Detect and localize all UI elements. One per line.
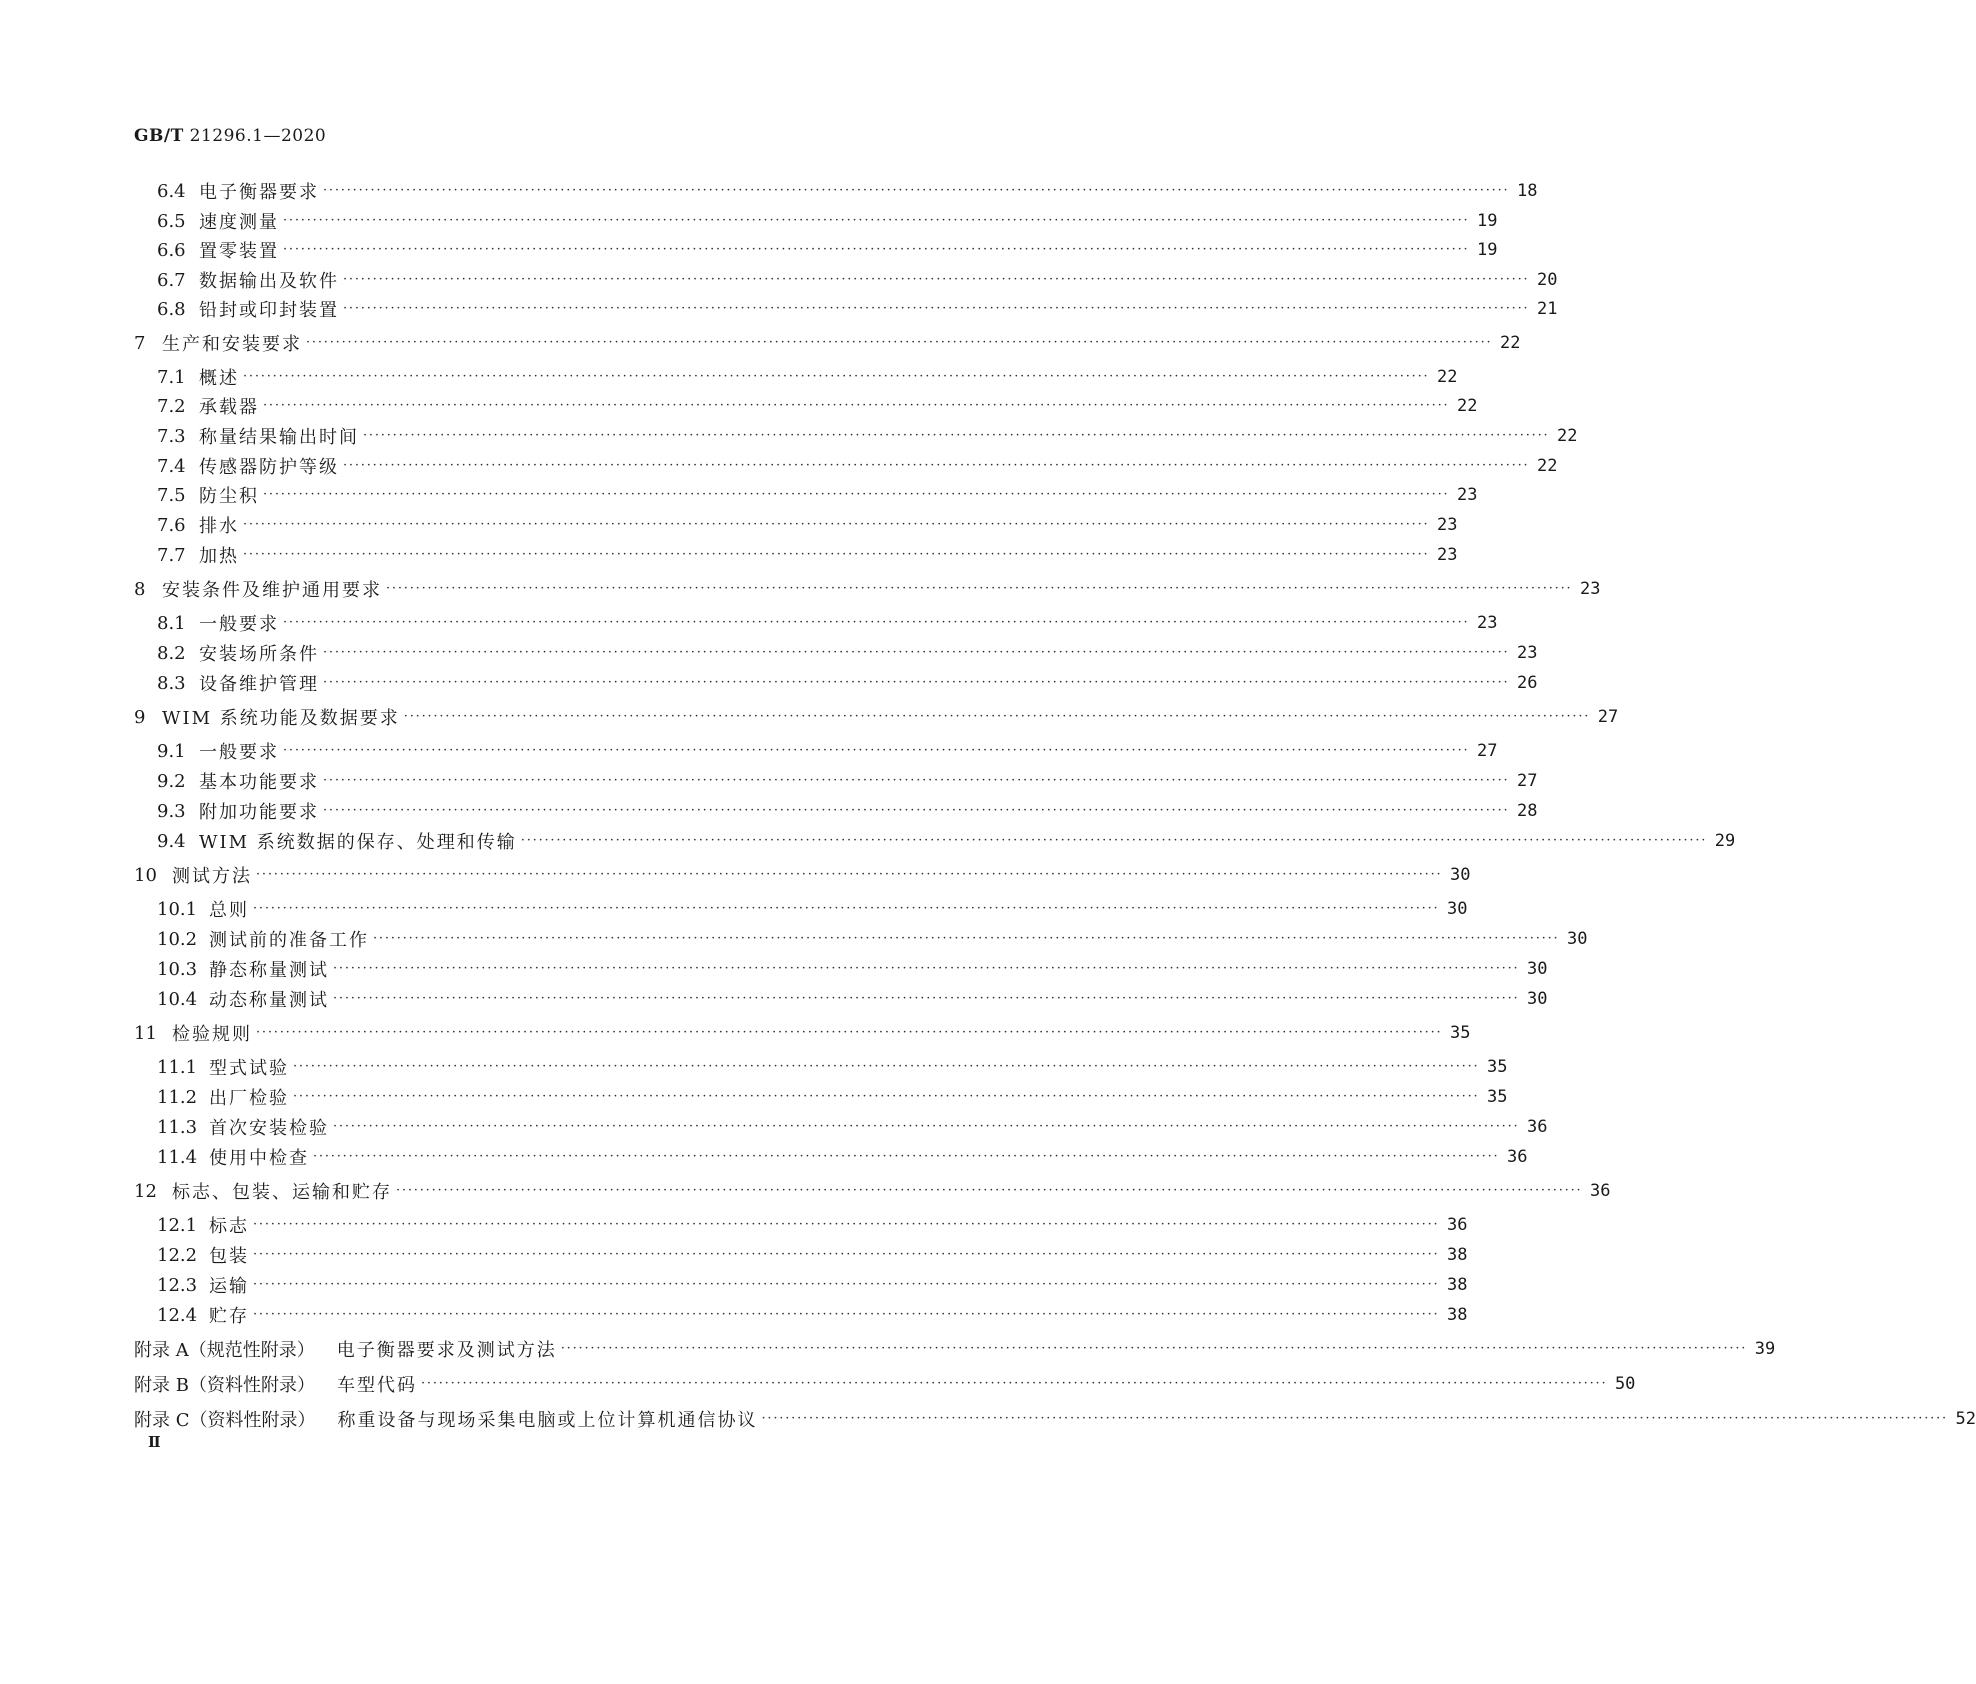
toc-leader-dots: ········································································································································································································ (256, 1025, 1443, 1040)
toc-entry-page: 19 (1476, 240, 1498, 260)
toc-leader-dots: ········································································································································································································ (323, 773, 1510, 788)
toc-entry[interactable] (134, 984, 1548, 1014)
toc-entry-title: 铅封或印封装置 (199, 300, 339, 321)
toc-entry[interactable] (134, 702, 1619, 732)
toc-entry[interactable] (134, 766, 1538, 796)
toc-entry-page: 36 (1446, 1215, 1468, 1235)
toc-leader-dots: ········································································································································································································ (293, 1089, 1480, 1104)
toc-entry-page: 23 (1436, 545, 1458, 565)
toc-entry-page: 23 (1436, 515, 1458, 535)
toc-entry-number: 7.1 (157, 366, 186, 388)
toc-entry-number: 7.7 (157, 544, 186, 566)
toc-leader-dots: ········································································································································································································ (253, 1307, 1440, 1322)
toc-entry-number: 10.4 (157, 988, 198, 1010)
toc-entry-number: 附录 B（资料性附录） (134, 1375, 315, 1396)
toc-entry-title: 置零装置 (199, 241, 279, 262)
toc-entry-title: 动态称量测试 (209, 990, 329, 1011)
toc-entry-number: 12.3 (157, 1274, 198, 1296)
toc-entry-page: 23 (1476, 613, 1498, 633)
toc-entry-number: 8.1 (157, 612, 186, 634)
toc-entry-number: 6.7 (157, 269, 186, 291)
toc-entry-page: 30 (1446, 899, 1468, 919)
toc-entry-title: 电子衡器要求 (199, 182, 319, 203)
toc-entry[interactable] (134, 510, 1458, 540)
toc-entry-number: 10.2 (157, 928, 198, 950)
toc-entry[interactable] (134, 176, 1538, 206)
toc-entry-number: 6.6 (157, 239, 186, 261)
toc-entry[interactable] (134, 954, 1548, 984)
toc-entry-page: 36 (1506, 1147, 1528, 1167)
toc-entry[interactable] (134, 608, 1498, 638)
toc-leader-dots: ········································································································································································································ (343, 272, 1530, 287)
toc-entry-page: 30 (1526, 989, 1548, 1009)
toc-entry[interactable] (134, 328, 1521, 358)
toc-entry-page: 27 (1476, 741, 1498, 761)
toc-leader-dots: ········································································································································································································ (373, 931, 1560, 946)
toc-leader-dots: ········································································································································································································ (560, 1341, 1748, 1356)
toc-entry-title: 出厂检验 (209, 1088, 289, 1109)
toc-entry-number: 7.2 (157, 395, 186, 417)
toc-entry[interactable] (134, 1300, 1468, 1330)
toc-entry-title: 排水 (199, 516, 239, 537)
toc-entry-title: 标志、包装、运输和贮存 (172, 1182, 392, 1203)
toc-entry-title: 称重设备与现场采集电脑或上位计算机通信协议 (337, 1410, 758, 1431)
toc-entry-title: 安装场所条件 (199, 644, 319, 665)
toc-leader-dots: ········································································································································································································ (343, 458, 1530, 473)
toc-entry-title: 静态称量测试 (209, 960, 329, 981)
toc-leader-dots: ········································································································································································································ (283, 242, 1470, 257)
toc-entry[interactable] (134, 1082, 1508, 1112)
toc-entry-number: 9.4 (157, 830, 186, 852)
toc-entry-page: 30 (1526, 959, 1548, 979)
toc-entry[interactable] (134, 480, 1478, 510)
toc-entry-title: 安装条件及维护通用要求 (162, 580, 382, 601)
toc-entry-title: WIM 系统数据的保存、处理和传输 (199, 832, 517, 853)
toc-entry-number: 6.8 (157, 298, 186, 320)
toc-leader-dots: ········································································································································································································ (520, 833, 1708, 848)
toc-leader-dots: ········································································································································································································ (283, 743, 1470, 758)
toc-entry-number: 9.1 (157, 740, 186, 762)
toc-entry[interactable] (134, 391, 1478, 421)
toc-entry-page: 35 (1486, 1087, 1508, 1107)
toc-leader-dots: ········································································································································································································ (253, 1247, 1440, 1262)
toc-leader-dots: ········································································································································································································ (253, 1277, 1440, 1292)
toc-entry-title: 加热 (199, 546, 239, 567)
toc-entry-title: 生产和安装要求 (162, 334, 302, 355)
toc-entry-page: 30 (1566, 929, 1588, 949)
toc-entry-number: 7.6 (157, 514, 186, 536)
toc-entry[interactable] (134, 1176, 1611, 1206)
toc-entry-title: 设备维护管理 (199, 674, 319, 695)
toc-leader-dots: ········································································································································································································ (343, 301, 1530, 316)
toc-entry[interactable] (134, 235, 1498, 265)
toc-entry-page: 36 (1526, 1117, 1548, 1137)
toc-entry-number: 8.3 (157, 672, 186, 694)
toc-entry[interactable] (134, 668, 1538, 698)
toc-entry-number: 10.3 (157, 958, 198, 980)
toc-entry-number: 11 (134, 1022, 157, 1044)
toc-entry[interactable] (134, 1369, 1636, 1399)
toc-entry-number: 12 (134, 1180, 157, 1202)
toc-entry-page: 21 (1536, 299, 1558, 319)
toc-leader-dots: ········································································································································································································ (313, 1149, 1500, 1164)
toc-leader-dots: ········································································································································································································ (761, 1411, 1948, 1426)
toc-entry-page: 27 (1516, 771, 1538, 791)
toc-leader-dots: ········································································································································································································ (306, 335, 1493, 350)
toc-entry-number: 10 (134, 864, 157, 886)
toc-entry[interactable] (134, 638, 1538, 668)
toc-entry-number: 11.1 (157, 1056, 198, 1078)
toc-entry-title: 首次安装检验 (209, 1118, 329, 1139)
toc-entry-number: 7 (134, 332, 146, 354)
toc-entry-title: 总则 (209, 900, 249, 921)
toc-entry-number: 7.3 (157, 425, 186, 447)
toc-entry-page: 22 (1556, 426, 1578, 446)
toc-entry-page: 29 (1714, 831, 1736, 851)
toc-leader-dots: ········································································································································································································ (333, 961, 1520, 976)
toc-leader-dots: ········································································································································································································ (323, 675, 1510, 690)
toc-entry-number: 9.3 (157, 800, 186, 822)
toc-leader-dots: ········································································································································································································ (253, 901, 1440, 916)
toc-entry-page: 22 (1456, 396, 1478, 416)
standard-code: GB/T (134, 126, 184, 146)
toc-entry[interactable] (134, 894, 1468, 924)
toc-entry-page: 30 (1449, 865, 1471, 885)
toc-entry[interactable] (134, 796, 1538, 826)
toc-entry-title: 使用中检查 (209, 1148, 309, 1169)
toc-entry-page: 27 (1597, 707, 1619, 727)
toc-entry-title: 测试前的准备工作 (209, 930, 369, 951)
toc-leader-dots: ········································································································································································································ (323, 645, 1510, 660)
toc-entry-title: 称量结果输出时间 (199, 427, 359, 448)
toc-entry[interactable] (134, 362, 1458, 392)
toc-entry-number: 6.5 (157, 210, 186, 232)
toc-entry-number: 12.2 (157, 1244, 198, 1266)
toc-entry-number: 11.4 (157, 1146, 198, 1168)
toc-entry-page: 22 (1536, 456, 1558, 476)
toc-leader-dots: ········································································································································································································ (283, 213, 1470, 228)
toc-entry-title: 传感器防护等级 (199, 457, 339, 478)
toc-entry[interactable] (134, 1112, 1548, 1142)
toc-entry-number: 7.4 (157, 455, 186, 477)
toc-entry-number: 11.3 (157, 1116, 198, 1138)
toc-entry-title: 型式试验 (209, 1058, 289, 1079)
page-number: Ⅱ (148, 1433, 161, 1451)
toc-entry-title: WIM 系统功能及数据要求 (162, 708, 400, 729)
toc-entry[interactable] (134, 826, 1736, 856)
toc-entry[interactable] (134, 540, 1458, 570)
toc-leader-dots: ········································································································································································································ (253, 1217, 1440, 1232)
toc-entry-page: 35 (1486, 1057, 1508, 1077)
toc-entry-number: 9 (134, 706, 146, 728)
toc-entry[interactable] (134, 451, 1558, 481)
toc-leader-dots: ········································································································································································································ (243, 547, 1430, 562)
toc-entry-title: 电子衡器要求及测试方法 (336, 1340, 557, 1361)
toc-entry-page: 35 (1449, 1023, 1471, 1043)
toc-leader-dots: ········································································································································································································ (263, 487, 1450, 502)
toc-entry-page: 22 (1436, 367, 1458, 387)
toc-leader-dots: ········································································································································································································ (283, 615, 1470, 630)
toc-leader-dots: ········································································································································································································ (333, 991, 1520, 1006)
toc-entry[interactable] (134, 1240, 1468, 1270)
toc-entry[interactable] (134, 1052, 1508, 1082)
toc-entry[interactable] (134, 924, 1588, 954)
toc-entry[interactable] (134, 1142, 1528, 1172)
toc-entry-title: 标志 (209, 1216, 249, 1237)
toc-entry-title: 基本功能要求 (199, 772, 319, 793)
toc-entry-number: 11.2 (157, 1086, 198, 1108)
toc-entry[interactable] (134, 421, 1578, 451)
toc-entry-page: 19 (1476, 211, 1498, 231)
toc-entry-title: 测试方法 (172, 866, 252, 887)
toc-entry[interactable] (134, 1404, 1976, 1434)
toc-entry[interactable] (134, 1334, 1776, 1364)
toc-entry-page: 20 (1536, 270, 1558, 290)
toc-entry[interactable] (134, 574, 1601, 604)
toc-leader-dots: ········································································································································································································ (323, 183, 1510, 198)
toc-entry[interactable] (134, 206, 1498, 236)
toc-entry-number: 12.1 (157, 1214, 198, 1236)
toc-entry-title: 数据输出及软件 (199, 271, 339, 292)
toc-entry-title: 车型代码 (336, 1375, 417, 1396)
toc-entry-title: 附加功能要求 (199, 802, 319, 823)
toc-entry-title: 包装 (209, 1246, 249, 1267)
toc-entry-number: 8.2 (157, 642, 186, 664)
toc-leader-dots: ········································································································································································································ (243, 517, 1430, 532)
document-header (134, 126, 326, 146)
toc-entry-number: 7.5 (157, 484, 186, 506)
toc-entry-page: 36 (1589, 1181, 1611, 1201)
toc-entry[interactable] (134, 860, 1471, 890)
toc-entry-title: 贮存 (209, 1306, 249, 1327)
toc-entry-page: 23 (1579, 579, 1601, 599)
toc-entry-title: 概述 (199, 368, 239, 389)
toc-leader-dots: ········································································································································································································ (243, 369, 1430, 384)
toc-entry-page: 38 (1446, 1245, 1468, 1265)
standard-number: 21296.1—2020 (189, 126, 327, 146)
toc-entry-page: 18 (1516, 181, 1538, 201)
toc-leader-dots: ········································································································································································································ (293, 1059, 1480, 1074)
toc-entry[interactable] (134, 1270, 1468, 1300)
toc-entry-page: 22 (1499, 333, 1521, 353)
toc-leader-dots: ········································································································································································································ (323, 803, 1510, 818)
toc-entry[interactable] (134, 736, 1498, 766)
toc-entry-number: 附录 A（规范性附录） (134, 1340, 315, 1361)
toc-entry-number: 10.1 (157, 898, 198, 920)
toc-leader-dots: ········································································································································································································ (403, 709, 1591, 724)
toc-entry-page: 23 (1516, 643, 1538, 663)
toc-entry-title: 速度测量 (199, 212, 279, 233)
toc-entry-page: 28 (1516, 801, 1538, 821)
toc-entry-page: 23 (1456, 485, 1478, 505)
toc-entry-title: 防尘积 (199, 486, 259, 507)
toc-entry-title: 一般要求 (199, 614, 279, 635)
toc-entry-title: 检验规则 (172, 1024, 252, 1045)
toc-entry-number: 附录 C（资料性附录） (134, 1410, 316, 1431)
toc-entry[interactable] (134, 265, 1558, 295)
toc-entry-page: 38 (1446, 1275, 1468, 1295)
toc-entry-page: 38 (1446, 1305, 1468, 1325)
toc-leader-dots: ········································································································································································································ (333, 1119, 1520, 1134)
toc-entry-number: 9.2 (157, 770, 186, 792)
toc-leader-dots: ········································································································································································································ (256, 867, 1443, 882)
toc-entry-page: 52 (1955, 1409, 1976, 1429)
toc-entry[interactable] (134, 1018, 1471, 1048)
toc-entry-title: 承载器 (199, 397, 259, 418)
toc-entry-number: 6.4 (157, 180, 186, 202)
toc-entry-page: 50 (1614, 1374, 1636, 1394)
toc-entry-page: 26 (1516, 673, 1538, 693)
toc-leader-dots: ········································································································································································································ (420, 1376, 1608, 1391)
toc-leader-dots: ········································································································································································································ (386, 581, 1573, 596)
toc-entry-title: 运输 (209, 1276, 249, 1297)
toc-leader-dots: ········································································································································································································ (396, 1183, 1583, 1198)
toc-entry[interactable] (134, 1210, 1468, 1240)
toc-entry-number: 8 (134, 578, 146, 600)
toc-entry[interactable] (134, 294, 1558, 324)
toc-entry-title: 一般要求 (199, 742, 279, 763)
toc-leader-dots: ········································································································································································································ (363, 428, 1550, 443)
toc-leader-dots: ········································································································································································································ (263, 398, 1450, 413)
toc-entry-page: 39 (1754, 1339, 1776, 1359)
toc-entry-number: 12.4 (157, 1304, 198, 1326)
